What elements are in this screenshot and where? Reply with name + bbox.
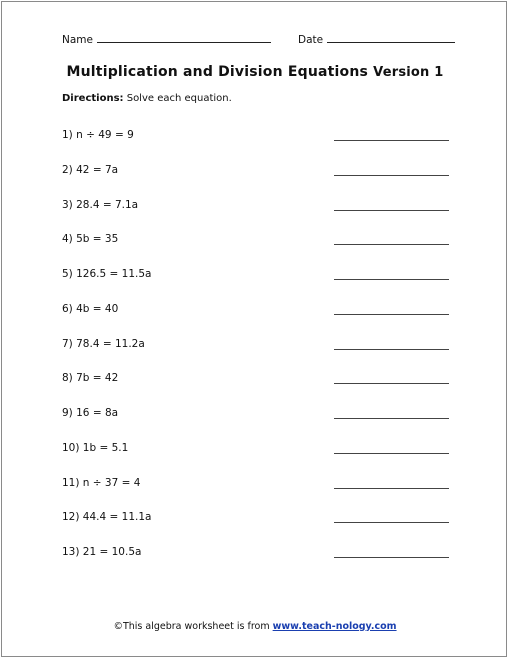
answer-blank-line	[334, 314, 449, 315]
date-label: Date	[298, 34, 324, 46]
problem-item	[62, 199, 452, 234]
problem-equation: 5) 126.5 = 11.5a	[62, 268, 152, 280]
problem-item	[62, 372, 452, 407]
directions-text: Solve each equation.	[126, 93, 232, 104]
problem-list	[62, 129, 452, 581]
answer-blank-line	[334, 210, 449, 211]
answer-blank-line	[334, 557, 449, 558]
problem-item	[62, 233, 452, 268]
problem-equation: 12) 44.4 = 11.1a	[62, 511, 152, 524]
problem-item	[62, 407, 452, 442]
problem-item	[62, 129, 452, 164]
footer-link[interactable]: www.teach-nology.com	[272, 621, 397, 632]
answer-blank-line	[334, 349, 449, 350]
answer-blank-line	[334, 140, 449, 141]
problem-equation: 3) 28.4 = 7.1a	[62, 198, 139, 211]
problem-equation: 8) 7b = 42	[62, 372, 119, 385]
problem-item	[62, 477, 452, 512]
name-blank-line	[97, 32, 271, 43]
worksheet-page	[1, 1, 507, 657]
name-label: Name	[62, 34, 93, 46]
problem-item	[62, 546, 452, 581]
answer-blank-line	[334, 488, 449, 489]
title-version: Version 1	[373, 65, 444, 80]
problem-item	[62, 268, 452, 303]
problem-item	[62, 442, 452, 477]
title-main: Multiplication and Division Equations	[66, 64, 369, 80]
problem-equation: 4) 5b = 35	[62, 233, 119, 246]
date-field	[298, 32, 455, 46]
problem-equation: 2) 42 = 7a	[62, 163, 119, 176]
answer-blank-line	[334, 522, 449, 523]
problem-equation: 13) 21 = 10.5a	[62, 546, 142, 558]
directions-label: Directions:	[62, 93, 124, 104]
worksheet-title	[2, 64, 508, 80]
problem-equation: 6) 4b = 40	[62, 302, 119, 315]
problem-item	[62, 511, 452, 546]
answer-blank-line	[334, 418, 449, 419]
answer-blank-line	[334, 244, 449, 245]
problem-item	[62, 164, 452, 199]
problem-equation: 7) 78.4 = 11.2a	[62, 337, 145, 350]
problem-equation: 11) n ÷ 37 = 4	[62, 476, 141, 489]
answer-blank-line	[334, 453, 449, 454]
date-blank-line	[327, 32, 455, 43]
answer-blank-line	[334, 175, 449, 176]
problem-equation: 9) 16 = 8a	[62, 407, 119, 419]
directions	[62, 93, 232, 104]
answer-blank-line	[334, 383, 449, 384]
problem-equation: 1) n ÷ 49 = 9	[62, 129, 134, 141]
footer-text: ©This algebra worksheet is from	[113, 621, 273, 632]
answer-blank-line	[334, 279, 449, 280]
problem-equation: 10) 1b = 5.1	[62, 441, 129, 454]
footer	[2, 621, 508, 632]
problem-item	[62, 303, 452, 338]
name-field	[62, 32, 271, 46]
problem-item	[62, 338, 452, 373]
